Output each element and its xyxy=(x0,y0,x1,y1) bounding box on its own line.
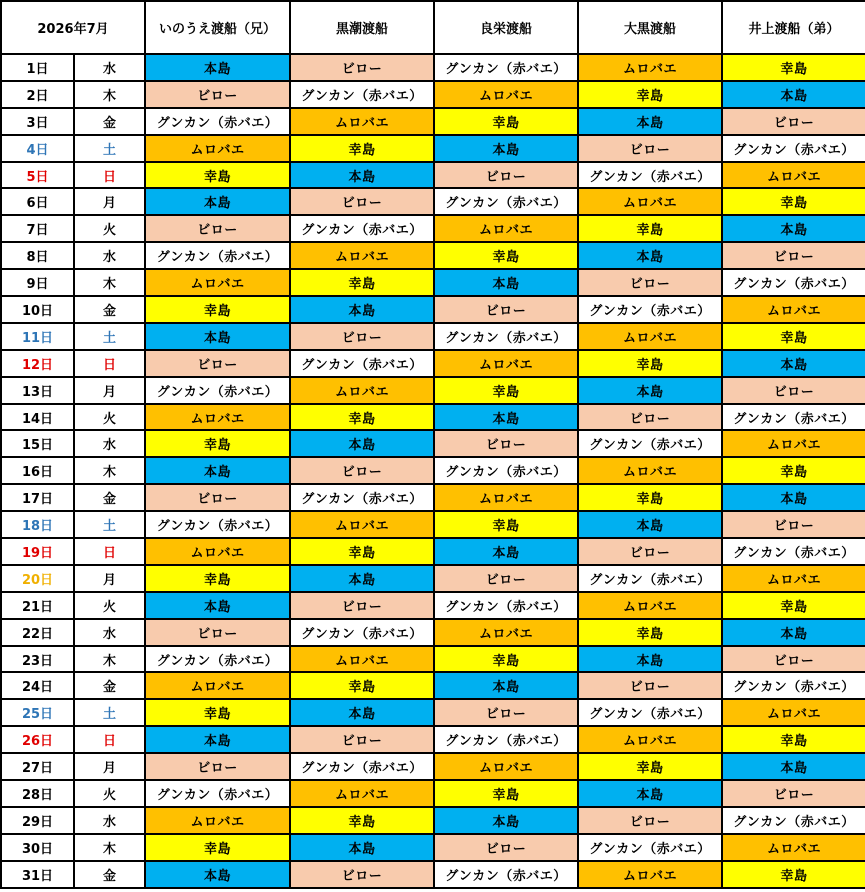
destination-cell-inoue-otouto: 本島 xyxy=(722,484,865,511)
destination-cell-inoue-otouto: グンカン（赤バエ） xyxy=(722,404,865,431)
weekday-cell: 木 xyxy=(74,81,145,108)
destination-cell-inoue-ani: ムロバエ xyxy=(145,269,290,296)
destination-cell-kuroshio: ビロー xyxy=(290,726,434,753)
schedule-body xyxy=(1,54,865,888)
destination-cell-inoue-ani: グンカン（赤バエ） xyxy=(145,646,290,673)
destination-cell-inoue-ani: 本島 xyxy=(145,188,290,215)
destination-cell-inoue-ani: 本島 xyxy=(145,726,290,753)
destination-cell-daikoku: 本島 xyxy=(578,242,722,269)
destination-cell-inoue-otouto: 本島 xyxy=(722,753,865,780)
weekday-cell: 水 xyxy=(74,619,145,646)
destination-cell-inoue-otouto: 幸島 xyxy=(722,861,865,888)
destination-cell-daikoku: グンカン（赤バエ） xyxy=(578,430,722,457)
weekday-cell: 火 xyxy=(74,215,145,242)
weekday-cell: 金 xyxy=(74,108,145,135)
weekday-cell: 金 xyxy=(74,672,145,699)
destination-cell-daikoku: 幸島 xyxy=(578,484,722,511)
weekday-cell: 月 xyxy=(74,753,145,780)
date-cell: 21日 xyxy=(1,592,74,619)
destination-cell-daikoku: 本島 xyxy=(578,780,722,807)
destination-cell-inoue-ani: ビロー xyxy=(145,215,290,242)
table-row xyxy=(1,323,865,350)
destination-cell-daikoku: ムロバエ xyxy=(578,188,722,215)
destination-cell-ryoei: ムロバエ xyxy=(434,215,578,242)
destination-cell-kuroshio: グンカン（赤バエ） xyxy=(290,619,434,646)
table-row xyxy=(1,350,865,377)
date-cell: 24日 xyxy=(1,672,74,699)
destination-cell-daikoku: ムロバエ xyxy=(578,457,722,484)
destination-cell-inoue-otouto: ビロー xyxy=(722,108,865,135)
weekday-cell: 土 xyxy=(74,135,145,162)
operator-header-kuroshio: 黒潮渡船 xyxy=(290,1,434,54)
destination-cell-inoue-ani: 本島 xyxy=(145,457,290,484)
destination-cell-daikoku: グンカン（赤バエ） xyxy=(578,834,722,861)
destination-cell-kuroshio: グンカン（赤バエ） xyxy=(290,350,434,377)
date-cell: 12日 xyxy=(1,350,74,377)
destination-cell-inoue-otouto: ムロバエ xyxy=(722,430,865,457)
destination-cell-ryoei: ビロー xyxy=(434,430,578,457)
destination-cell-inoue-ani: グンカン（赤バエ） xyxy=(145,780,290,807)
destination-cell-kuroshio: ムロバエ xyxy=(290,242,434,269)
destination-cell-daikoku: グンカン（赤バエ） xyxy=(578,296,722,323)
schedule-header xyxy=(1,1,865,54)
destination-cell-inoue-otouto: グンカン（赤バエ） xyxy=(722,269,865,296)
weekday-cell: 火 xyxy=(74,404,145,431)
weekday-cell: 火 xyxy=(74,780,145,807)
table-row xyxy=(1,834,865,861)
month-title: 2026年7月 xyxy=(1,1,145,54)
table-row xyxy=(1,242,865,269)
destination-cell-kuroshio: ビロー xyxy=(290,861,434,888)
date-cell: 2日 xyxy=(1,81,74,108)
weekday-cell: 金 xyxy=(74,296,145,323)
table-row xyxy=(1,108,865,135)
weekday-cell: 土 xyxy=(74,323,145,350)
destination-cell-inoue-otouto: 幸島 xyxy=(722,188,865,215)
destination-cell-kuroshio: 本島 xyxy=(290,699,434,726)
date-cell: 13日 xyxy=(1,377,74,404)
table-row xyxy=(1,780,865,807)
destination-cell-inoue-otouto: グンカン（赤バエ） xyxy=(722,538,865,565)
date-cell: 3日 xyxy=(1,108,74,135)
destination-cell-ryoei: 本島 xyxy=(434,269,578,296)
weekday-cell: 月 xyxy=(74,188,145,215)
destination-cell-daikoku: ビロー xyxy=(578,269,722,296)
destination-cell-ryoei: 本島 xyxy=(434,404,578,431)
table-row xyxy=(1,484,865,511)
destination-cell-inoue-ani: ビロー xyxy=(145,350,290,377)
destination-cell-daikoku: 本島 xyxy=(578,511,722,538)
weekday-cell: 木 xyxy=(74,457,145,484)
destination-cell-kuroshio: ビロー xyxy=(290,457,434,484)
table-row xyxy=(1,753,865,780)
table-row xyxy=(1,807,865,834)
destination-cell-kuroshio: 本島 xyxy=(290,834,434,861)
date-cell: 15日 xyxy=(1,430,74,457)
destination-cell-inoue-otouto: 本島 xyxy=(722,81,865,108)
date-cell: 25日 xyxy=(1,699,74,726)
destination-cell-daikoku: ビロー xyxy=(578,672,722,699)
operator-header-daikoku: 大黒渡船 xyxy=(578,1,722,54)
destination-cell-inoue-otouto: 幸島 xyxy=(722,726,865,753)
destination-cell-inoue-ani: グンカン（赤バエ） xyxy=(145,242,290,269)
destination-cell-ryoei: グンカン（赤バエ） xyxy=(434,188,578,215)
destination-cell-inoue-ani: ムロバエ xyxy=(145,135,290,162)
destination-cell-inoue-otouto: ビロー xyxy=(722,242,865,269)
date-cell: 9日 xyxy=(1,269,74,296)
table-row xyxy=(1,619,865,646)
destination-cell-kuroshio: グンカン（赤バエ） xyxy=(290,484,434,511)
destination-cell-ryoei: ビロー xyxy=(434,296,578,323)
destination-cell-kuroshio: 幸島 xyxy=(290,538,434,565)
destination-cell-ryoei: 幸島 xyxy=(434,377,578,404)
destination-cell-inoue-ani: グンカン（赤バエ） xyxy=(145,108,290,135)
table-row xyxy=(1,726,865,753)
destination-cell-inoue-ani: 幸島 xyxy=(145,430,290,457)
destination-cell-kuroshio: ビロー xyxy=(290,592,434,619)
destination-cell-inoue-ani: ビロー xyxy=(145,619,290,646)
destination-cell-inoue-otouto: 幸島 xyxy=(722,323,865,350)
destination-cell-ryoei: ムロバエ xyxy=(434,753,578,780)
table-row xyxy=(1,377,865,404)
date-cell: 1日 xyxy=(1,54,74,81)
date-cell: 14日 xyxy=(1,404,74,431)
date-cell: 5日 xyxy=(1,162,74,189)
destination-cell-ryoei: ビロー xyxy=(434,565,578,592)
destination-cell-ryoei: 幸島 xyxy=(434,780,578,807)
destination-cell-kuroshio: 幸島 xyxy=(290,135,434,162)
date-cell: 4日 xyxy=(1,135,74,162)
destination-cell-inoue-ani: ムロバエ xyxy=(145,538,290,565)
destination-cell-inoue-otouto: ムロバエ xyxy=(722,565,865,592)
destination-cell-ryoei: グンカン（赤バエ） xyxy=(434,323,578,350)
destination-cell-daikoku: 本島 xyxy=(578,108,722,135)
destination-cell-daikoku: 幸島 xyxy=(578,753,722,780)
destination-cell-inoue-ani: 本島 xyxy=(145,592,290,619)
table-row xyxy=(1,54,865,81)
destination-cell-ryoei: ムロバエ xyxy=(434,350,578,377)
weekday-cell: 金 xyxy=(74,484,145,511)
destination-cell-ryoei: 幸島 xyxy=(434,242,578,269)
destination-cell-inoue-ani: ビロー xyxy=(145,753,290,780)
destination-cell-inoue-ani: 幸島 xyxy=(145,565,290,592)
destination-cell-daikoku: グンカン（赤バエ） xyxy=(578,162,722,189)
destination-cell-inoue-otouto: 幸島 xyxy=(722,457,865,484)
weekday-cell: 金 xyxy=(74,861,145,888)
destination-cell-daikoku: 本島 xyxy=(578,646,722,673)
destination-cell-inoue-otouto: ムロバエ xyxy=(722,162,865,189)
destination-cell-kuroshio: グンカン（赤バエ） xyxy=(290,81,434,108)
table-row xyxy=(1,430,865,457)
destination-cell-inoue-ani: 幸島 xyxy=(145,834,290,861)
weekday-cell: 土 xyxy=(74,699,145,726)
destination-cell-kuroshio: ビロー xyxy=(290,188,434,215)
destination-cell-inoue-ani: ビロー xyxy=(145,81,290,108)
date-cell: 29日 xyxy=(1,807,74,834)
date-cell: 6日 xyxy=(1,188,74,215)
weekday-cell: 日 xyxy=(74,350,145,377)
table-row xyxy=(1,162,865,189)
weekday-cell: 土 xyxy=(74,511,145,538)
destination-cell-kuroshio: 本島 xyxy=(290,565,434,592)
destination-cell-kuroshio: ビロー xyxy=(290,54,434,81)
destination-cell-inoue-otouto: 幸島 xyxy=(722,54,865,81)
destination-cell-daikoku: ビロー xyxy=(578,807,722,834)
date-cell: 10日 xyxy=(1,296,74,323)
destination-cell-daikoku: ムロバエ xyxy=(578,54,722,81)
destination-cell-daikoku: ビロー xyxy=(578,135,722,162)
destination-cell-ryoei: ムロバエ xyxy=(434,619,578,646)
destination-cell-ryoei: 本島 xyxy=(434,135,578,162)
date-cell: 22日 xyxy=(1,619,74,646)
destination-cell-inoue-otouto: グンカン（赤バエ） xyxy=(722,672,865,699)
destination-cell-ryoei: 幸島 xyxy=(434,108,578,135)
destination-cell-inoue-otouto: グンカン（赤バエ） xyxy=(722,807,865,834)
destination-cell-ryoei: ムロバエ xyxy=(434,484,578,511)
table-row xyxy=(1,592,865,619)
destination-cell-kuroshio: 本島 xyxy=(290,296,434,323)
destination-cell-inoue-otouto: ビロー xyxy=(722,646,865,673)
destination-cell-daikoku: ビロー xyxy=(578,538,722,565)
weekday-cell: 木 xyxy=(74,834,145,861)
destination-cell-ryoei: 本島 xyxy=(434,807,578,834)
operator-header-inoue-otouto: 井上渡船（弟） xyxy=(722,1,865,54)
destination-cell-inoue-ani: 本島 xyxy=(145,54,290,81)
destination-cell-ryoei: グンカン（赤バエ） xyxy=(434,592,578,619)
destination-cell-ryoei: グンカン（赤バエ） xyxy=(434,54,578,81)
table-row xyxy=(1,565,865,592)
weekday-cell: 火 xyxy=(74,592,145,619)
destination-cell-kuroshio: 幸島 xyxy=(290,404,434,431)
date-cell: 11日 xyxy=(1,323,74,350)
date-cell: 30日 xyxy=(1,834,74,861)
destination-cell-daikoku: ムロバエ xyxy=(578,726,722,753)
destination-cell-daikoku: 幸島 xyxy=(578,350,722,377)
destination-cell-daikoku: 本島 xyxy=(578,377,722,404)
weekday-cell: 木 xyxy=(74,269,145,296)
table-row xyxy=(1,215,865,242)
destination-cell-inoue-ani: 本島 xyxy=(145,323,290,350)
destination-cell-ryoei: グンカン（赤バエ） xyxy=(434,861,578,888)
destination-cell-ryoei: グンカン（赤バエ） xyxy=(434,726,578,753)
weekday-cell: 水 xyxy=(74,242,145,269)
date-cell: 18日 xyxy=(1,511,74,538)
destination-cell-kuroshio: ムロバエ xyxy=(290,646,434,673)
destination-cell-inoue-otouto: ビロー xyxy=(722,377,865,404)
destination-cell-inoue-otouto: 幸島 xyxy=(722,592,865,619)
table-row xyxy=(1,538,865,565)
operator-header-inoue-ani: いのうえ渡船（兄） xyxy=(145,1,290,54)
destination-cell-kuroshio: ビロー xyxy=(290,323,434,350)
destination-cell-inoue-otouto: ビロー xyxy=(722,780,865,807)
weekday-cell: 水 xyxy=(74,54,145,81)
destination-cell-kuroshio: ムロバエ xyxy=(290,108,434,135)
destination-cell-ryoei: グンカン（赤バエ） xyxy=(434,457,578,484)
table-row xyxy=(1,646,865,673)
destination-cell-kuroshio: グンカン（赤バエ） xyxy=(290,215,434,242)
destination-cell-ryoei: ムロバエ xyxy=(434,81,578,108)
table-row xyxy=(1,188,865,215)
destination-cell-inoue-otouto: グンカン（赤バエ） xyxy=(722,135,865,162)
destination-cell-inoue-otouto: ビロー xyxy=(722,511,865,538)
header-row xyxy=(1,1,865,54)
destination-cell-ryoei: 幸島 xyxy=(434,511,578,538)
destination-cell-daikoku: ビロー xyxy=(578,404,722,431)
destination-cell-inoue-ani: グンカン（赤バエ） xyxy=(145,377,290,404)
table-row xyxy=(1,511,865,538)
destination-cell-ryoei: ビロー xyxy=(434,699,578,726)
weekday-cell: 日 xyxy=(74,162,145,189)
destination-cell-ryoei: ビロー xyxy=(434,834,578,861)
destination-cell-inoue-ani: ビロー xyxy=(145,484,290,511)
destination-cell-kuroshio: 本島 xyxy=(290,430,434,457)
destination-cell-ryoei: ビロー xyxy=(434,162,578,189)
table-row xyxy=(1,404,865,431)
date-cell: 23日 xyxy=(1,646,74,673)
destination-cell-inoue-otouto: ムロバエ xyxy=(722,834,865,861)
destination-cell-daikoku: 幸島 xyxy=(578,215,722,242)
date-cell: 16日 xyxy=(1,457,74,484)
table-row xyxy=(1,135,865,162)
destination-cell-ryoei: 幸島 xyxy=(434,646,578,673)
table-row xyxy=(1,269,865,296)
destination-cell-daikoku: グンカン（赤バエ） xyxy=(578,565,722,592)
destination-cell-inoue-ani: ムロバエ xyxy=(145,807,290,834)
destination-cell-kuroshio: ムロバエ xyxy=(290,780,434,807)
destination-cell-inoue-ani: 幸島 xyxy=(145,162,290,189)
destination-cell-kuroshio: グンカン（赤バエ） xyxy=(290,753,434,780)
destination-cell-kuroshio: 幸島 xyxy=(290,269,434,296)
date-cell: 8日 xyxy=(1,242,74,269)
destination-cell-inoue-ani: 本島 xyxy=(145,861,290,888)
weekday-cell: 日 xyxy=(74,726,145,753)
destination-cell-inoue-otouto: 本島 xyxy=(722,619,865,646)
destination-cell-daikoku: グンカン（赤バエ） xyxy=(578,699,722,726)
destination-cell-kuroshio: ムロバエ xyxy=(290,511,434,538)
destination-cell-kuroshio: ムロバエ xyxy=(290,377,434,404)
table-row xyxy=(1,672,865,699)
weekday-cell: 水 xyxy=(74,430,145,457)
destination-cell-inoue-ani: 幸島 xyxy=(145,699,290,726)
destination-cell-daikoku: ムロバエ xyxy=(578,592,722,619)
table-row xyxy=(1,861,865,888)
destination-cell-ryoei: 本島 xyxy=(434,672,578,699)
destination-cell-inoue-ani: ムロバエ xyxy=(145,404,290,431)
destination-cell-ryoei: 本島 xyxy=(434,538,578,565)
table-row xyxy=(1,296,865,323)
weekday-cell: 日 xyxy=(74,538,145,565)
date-cell: 27日 xyxy=(1,753,74,780)
destination-cell-inoue-otouto: 本島 xyxy=(722,350,865,377)
destination-cell-daikoku: 幸島 xyxy=(578,81,722,108)
date-cell: 28日 xyxy=(1,780,74,807)
destination-cell-kuroshio: 幸島 xyxy=(290,672,434,699)
destination-cell-daikoku: 幸島 xyxy=(578,619,722,646)
destination-cell-inoue-otouto: ムロバエ xyxy=(722,296,865,323)
date-cell: 19日 xyxy=(1,538,74,565)
date-cell: 20日 xyxy=(1,565,74,592)
destination-cell-inoue-ani: グンカン（赤バエ） xyxy=(145,511,290,538)
destination-cell-kuroshio: 本島 xyxy=(290,162,434,189)
weekday-cell: 月 xyxy=(74,377,145,404)
table-row xyxy=(1,81,865,108)
date-cell: 7日 xyxy=(1,215,74,242)
date-cell: 17日 xyxy=(1,484,74,511)
table-row xyxy=(1,457,865,484)
destination-cell-daikoku: ムロバエ xyxy=(578,323,722,350)
destination-cell-daikoku: ムロバエ xyxy=(578,861,722,888)
weekday-cell: 水 xyxy=(74,807,145,834)
destination-cell-inoue-ani: ムロバエ xyxy=(145,672,290,699)
operator-header-ryoei: 良栄渡船 xyxy=(434,1,578,54)
destination-cell-inoue-otouto: 本島 xyxy=(722,215,865,242)
weekday-cell: 木 xyxy=(74,646,145,673)
destination-cell-kuroshio: 幸島 xyxy=(290,807,434,834)
destination-cell-inoue-otouto: ムロバエ xyxy=(722,699,865,726)
table-row xyxy=(1,699,865,726)
destination-cell-inoue-ani: 幸島 xyxy=(145,296,290,323)
date-cell: 31日 xyxy=(1,861,74,888)
weekday-cell: 月 xyxy=(74,565,145,592)
date-cell: 26日 xyxy=(1,726,74,753)
